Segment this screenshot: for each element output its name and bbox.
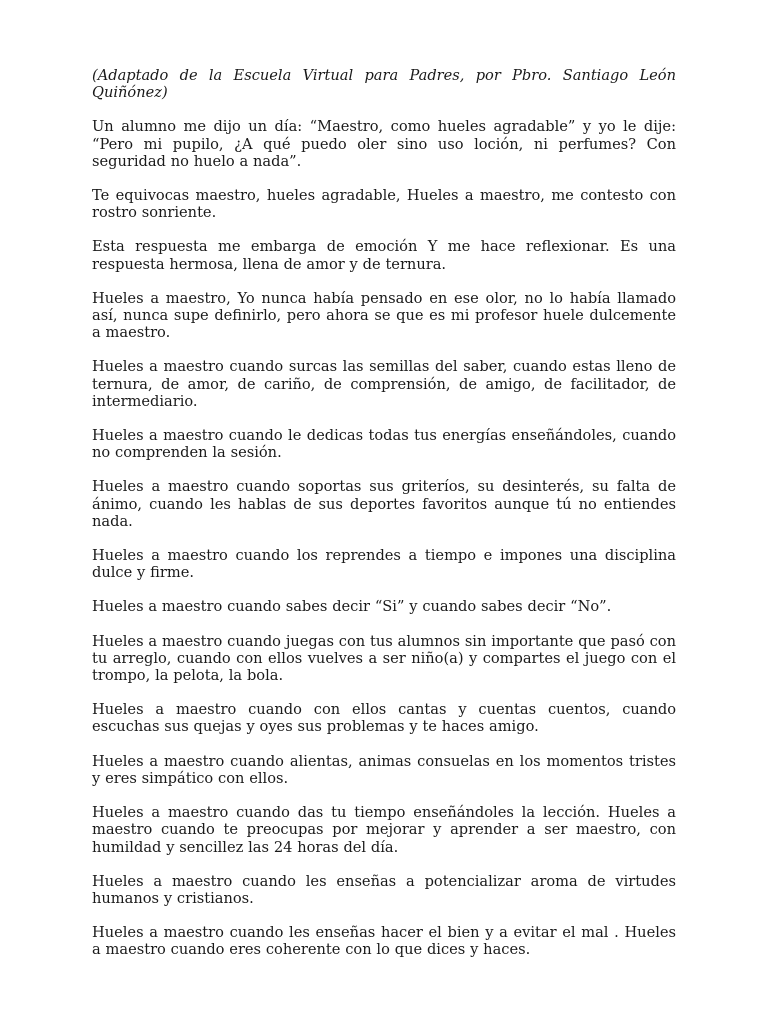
paragraph: Hueles a maestro cuando los reprendes a tiempo e impones una disciplina dulce y firme. xyxy=(92,547,676,582)
paragraph: Hueles a maestro cuando sabes decir “Si” y cuando sabes decir “No”. xyxy=(92,598,612,616)
paragraph: Hueles a maestro cuando les enseñas hacer el bien y a evitar el mal . Hueles a maestro cuando eres coherente con lo que dices y haces. xyxy=(92,924,676,959)
paragraph: Hueles a maestro cuando les enseñas a potencializar aroma de virtudes humanos y cristianos. xyxy=(92,872,676,907)
paragraph: Esta respuesta me embarga de emoción Y me hace reflexionar. Es una respuesta hermosa, llena de amor y de ternura. xyxy=(92,238,676,273)
paragraph: Te equivocas maestro, hueles agradable, Hueles a maestro, me contesto con rostro sonriente. xyxy=(92,187,676,222)
paragraph: Hueles a maestro cuando alientas, animas consuelas en los momentos tristes y eres simpático con ellos. xyxy=(92,752,676,787)
paragraph: Un alumno me dijo un día: “Maestro, como hueles agradable” y yo le dije: “Pero mi pupilo, ¿A qué puedo oler sino uso loción, ni perfumes? Con seguridad no huelo a nada”. xyxy=(92,118,676,170)
paragraph: Hueles a maestro, Yo nunca había pensado en ese olor, no lo había llamado así, nunca supe definirlo, pero ahora se que es mi profesor huele dulcemente a maestro. xyxy=(92,289,676,342)
paragraph: Hueles a maestro cuando con ellos cantas y cuentas cuentos, cuando escuchas sus quejas y oyes sus problemas y te haces amigo. xyxy=(92,701,676,736)
paragraph: Hueles a maestro cuando soportas sus griteríos, su desinterés, su falta de ánimo, cuando les hablas de sus deportes favoritos aunque tú no entiendes nada. xyxy=(92,478,676,530)
paragraph: Hueles a maestro cuando surcas las semillas del saber, cuando estas lleno de ternura, de amor, de cariño, de comprensión, de amigo, de facilitador, de intermediario. xyxy=(92,358,676,410)
paragraph: Hueles a maestro cuando juegas con tus alumnos sin importante que pasó con tu arreglo, cuando con ellos vuelves a ser niño(a) y compartes el juego con el trompo, la pelota, la bola. xyxy=(92,632,676,685)
source-credit: (Adaptado de la Escuela Virtual para Padres, por Pbro. Santiago León Quiñónez) xyxy=(92,67,676,102)
paragraph: Hueles a maestro cuando le dedicas todas tus energías enseñándoles, cuando no comprenden la sesión. xyxy=(92,427,676,462)
paragraph: Hueles a maestro cuando das tu tiempo enseñándoles la lección. Hueles a maestro cuando te preocupas por mejorar y aprender a ser maestro, con humildad y sencillez las 24 horas del día. xyxy=(92,804,676,856)
